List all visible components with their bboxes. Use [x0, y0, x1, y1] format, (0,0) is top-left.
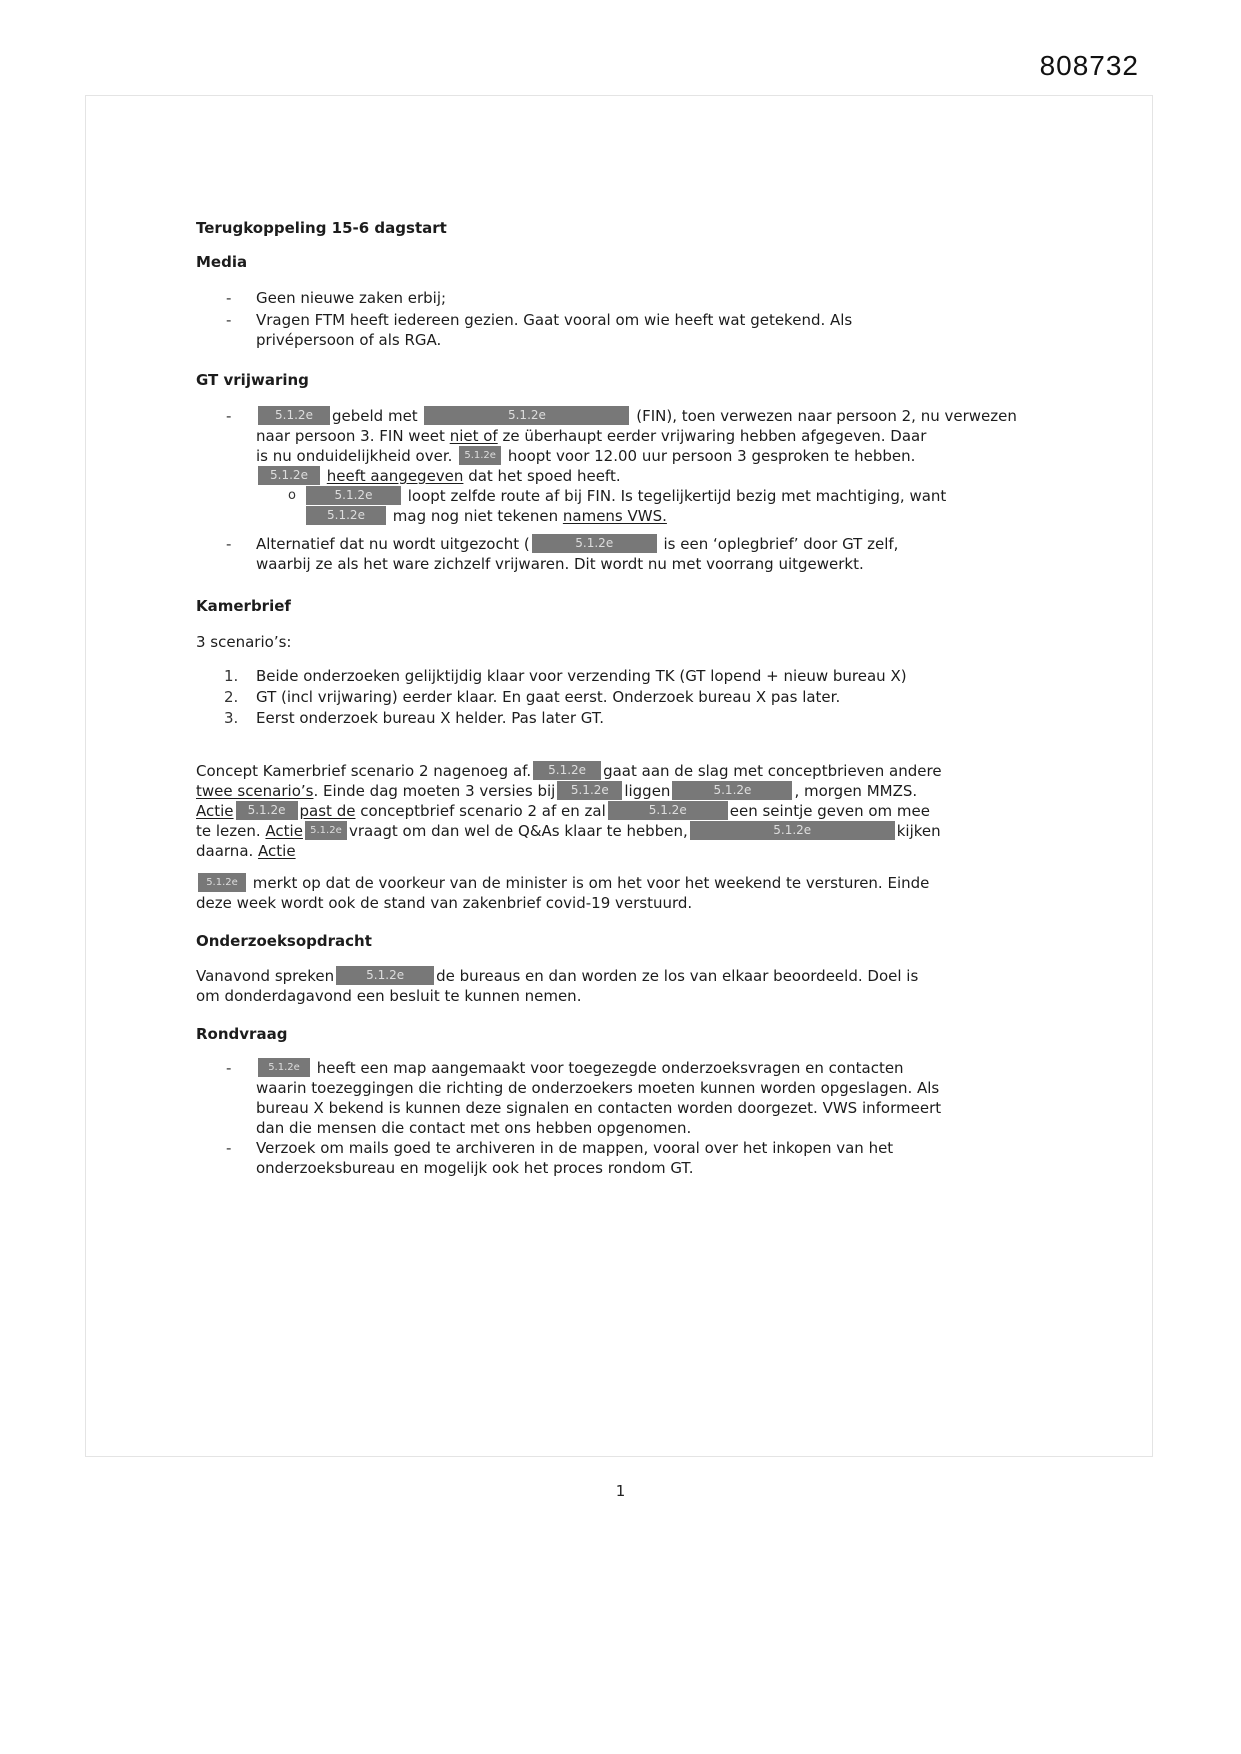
redaction-box: 5.1.2e — [258, 1058, 310, 1077]
text-run: om donderdagavond een besluit te kunnen nemen. — [196, 987, 582, 1005]
bullet-item — [196, 310, 1066, 350]
text-line — [196, 1058, 1066, 1078]
text-run: heeft een map aangemaakt voor toegezegde onderzoeksvragen en contacten — [312, 1059, 904, 1077]
text-run: is nu onduidelijkheid over. — [256, 447, 458, 465]
text-line — [196, 406, 1066, 426]
text-run: waarbij ze als het ware zichzelf vrijwaren. Dit wordt nu met voorrang uitgewerkt. — [256, 555, 864, 573]
text-line — [196, 218, 1066, 238]
redaction-box: 5.1.2e — [672, 781, 792, 800]
document-body — [196, 218, 1066, 1178]
underlined-text-run: Actie — [258, 842, 296, 860]
text-run: Media — [196, 253, 248, 271]
redaction-box: 5.1.2e — [306, 486, 401, 505]
underlined-text-run: past de — [299, 802, 356, 820]
text-run: vraagt om dan wel de Q&As klaar te hebben, — [348, 822, 688, 840]
text-run: Verzoek om mails goed te archiveren in de mappen, vooral over het inkopen van het — [256, 1139, 894, 1157]
numbered-item — [196, 708, 1066, 728]
bullet-marker: - — [226, 311, 232, 329]
text-run: dan die mensen die contact met ons hebben opgenomen. — [256, 1119, 692, 1137]
redaction-box: 5.1.2e — [557, 781, 622, 800]
text-run: dat het spoed heeft. — [463, 467, 621, 485]
text-line — [196, 370, 1066, 390]
text-run: hoopt voor 12.00 uur persoon 3 gesproken te hebben. — [503, 447, 916, 465]
text-run: waarin toezeggingen die richting de onderzoekers moeten kunnen worden opgeslagen. Als — [256, 1079, 940, 1097]
section-heading — [196, 931, 1066, 951]
section-heading — [196, 596, 1066, 616]
redaction-box: 5.1.2e — [608, 801, 728, 820]
text-run: Kamerbrief — [196, 597, 291, 615]
list-number: 3. — [224, 709, 239, 727]
text-run: deze week wordt ook de stand van zakenbrief covid-19 verstuurd. — [196, 894, 693, 912]
text-run: privépersoon of als RGA. — [256, 331, 442, 349]
text-line — [196, 666, 1066, 686]
text-run: naar persoon 3. FIN weet — [256, 427, 450, 445]
text-run: bureau X bekend is kunnen deze signalen en contacten worden doorgezet. VWS informeert — [256, 1099, 942, 1117]
sub-bullet-item — [196, 486, 1066, 526]
numbered-item — [196, 666, 1066, 686]
text-run: Rondvraag — [196, 1025, 288, 1043]
text-run: kijken — [896, 822, 941, 840]
redaction-box: 5.1.2e — [305, 821, 347, 840]
bullet-marker: - — [226, 1139, 232, 1157]
section-heading — [196, 370, 1066, 390]
text-run: (FIN), toen verwezen naar persoon 2, nu verwezen — [631, 407, 1017, 425]
text-line — [196, 1098, 1066, 1118]
text-line — [196, 534, 1066, 554]
redaction-box: 5.1.2e — [258, 406, 330, 425]
text-run: GT (incl vrijwaring) eerder klaar. En gaat eerst. Onderzoek bureau X pas later. — [256, 688, 841, 706]
bullet-marker: - — [226, 407, 232, 425]
redaction-box: 5.1.2e — [690, 821, 895, 840]
text-run: Vragen FTM heeft iedereen gezien. Gaat vooral om wie heeft wat getekend. Als — [256, 311, 853, 329]
list-number: 1. — [224, 667, 239, 685]
text-line — [196, 596, 1066, 616]
text-run: Terugkoppeling 15-6 dagstart — [196, 219, 447, 237]
text-line — [196, 506, 1066, 526]
text-run: liggen — [624, 782, 671, 800]
text-line — [196, 841, 1066, 861]
bullet-item — [196, 534, 1066, 574]
text-line — [196, 288, 1066, 308]
section-heading — [196, 1024, 1066, 1044]
text-run: de bureaus en dan worden ze los van elkaar beoordeeld. Doel is — [436, 967, 919, 985]
text-line — [196, 801, 1066, 821]
page-number: 1 — [615, 1482, 626, 1500]
text-run: Alternatief dat nu wordt uitgezocht ( — [256, 535, 530, 553]
text-run: GT vrijwaring — [196, 371, 309, 389]
text-line — [196, 1158, 1066, 1178]
text-line — [196, 1138, 1066, 1158]
text-line — [196, 1024, 1066, 1044]
text-line — [196, 687, 1066, 707]
underlined-text-run: Actie — [265, 822, 303, 840]
bullet-item — [196, 1138, 1066, 1178]
text-run: Geen nieuwe zaken erbij; — [256, 289, 447, 307]
text-line — [196, 252, 1066, 272]
redaction-box: 5.1.2e — [198, 873, 246, 892]
text-run: Vanavond spreken — [196, 967, 335, 985]
redaction-box: 5.1.2e — [336, 966, 434, 985]
text-run: Beide onderzoeken gelijktijdig klaar voor verzending TK (GT lopend + nieuw bureau X) — [256, 667, 907, 685]
paragraph — [196, 761, 1066, 861]
underlined-text-run: Actie — [196, 802, 234, 820]
document-title — [196, 218, 1066, 238]
text-line — [196, 873, 1066, 893]
paragraph — [196, 966, 1066, 1006]
redaction-box: 5.1.2e — [258, 466, 320, 485]
text-run: een seintje geven om mee — [729, 802, 931, 820]
text-run: , morgen MMZS. — [794, 782, 918, 800]
text-line — [196, 708, 1066, 728]
text-line — [196, 781, 1066, 801]
redaction-box: 5.1.2e — [459, 446, 501, 465]
text-line — [196, 330, 1066, 350]
document-id-number: 808732 — [1039, 50, 1139, 81]
bullet-item — [196, 1058, 1066, 1138]
text-run: 3 scenario’s: — [196, 633, 292, 651]
text-line — [196, 554, 1066, 574]
redaction-box: 5.1.2e — [236, 801, 298, 820]
text-run: Onderzoeksopdracht — [196, 932, 372, 950]
redaction-box: 5.1.2e — [306, 506, 386, 525]
text-run: loopt zelfde route af bij FIN. Is tegelijkertijd bezig met machtiging, want — [403, 487, 947, 505]
bullet-item — [196, 406, 1066, 486]
paragraph — [196, 873, 1066, 913]
text-run: conceptbrief scenario 2 af en zal — [355, 802, 606, 820]
text-run: te lezen. — [196, 822, 266, 840]
text-run: mag nog niet tekenen — [388, 507, 563, 525]
text-line — [196, 446, 1066, 466]
redaction-box: 5.1.2e — [533, 761, 601, 780]
text-line — [196, 466, 1066, 486]
text-line — [196, 486, 1066, 506]
section-heading — [196, 252, 1066, 272]
underlined-text-run: niet of — [449, 427, 498, 445]
redaction-box: 5.1.2e — [424, 406, 629, 425]
redaction-box: 5.1.2e — [532, 534, 657, 553]
text-line — [196, 1078, 1066, 1098]
text-line — [196, 931, 1066, 951]
list-number: 2. — [224, 688, 239, 706]
text-line — [196, 426, 1066, 446]
bullet-marker: - — [226, 289, 232, 307]
text-line — [196, 893, 1066, 913]
paragraph — [196, 632, 1066, 652]
text-run: gebeld met — [332, 407, 423, 425]
text-run: Concept Kamerbrief scenario 2 nagenoeg af. — [196, 762, 532, 780]
text-line — [196, 821, 1066, 841]
text-line — [196, 632, 1066, 652]
text-line — [196, 986, 1066, 1006]
text-line — [196, 761, 1066, 781]
text-run: ze überhaupt eerder vrijwaring hebben afgegeven. Daar — [497, 427, 927, 445]
text-run: daarna. — [196, 842, 259, 860]
bullet-item — [196, 288, 1066, 308]
text-run: . Einde dag moeten 3 versies bij — [313, 782, 556, 800]
text-run: Eerst onderzoek bureau X helder. Pas later GT. — [256, 709, 605, 727]
bullet-marker: - — [226, 535, 232, 553]
bullet-marker: - — [226, 1059, 232, 1077]
text-line — [196, 310, 1066, 330]
text-line — [196, 1118, 1066, 1138]
text-run: onderzoeksbureau en mogelijk ook het proces rondom GT. — [256, 1159, 694, 1177]
underlined-text-run: heeft aangegeven — [326, 467, 464, 485]
text-run: is een ‘oplegbrief’ door GT zelf, — [658, 535, 899, 553]
text-run: gaat aan de slag met conceptbrieven andere — [603, 762, 942, 780]
text-run: merkt op dat de voorkeur van de minister is om het voor het weekend te versturen. Einde — [248, 874, 930, 892]
numbered-item — [196, 687, 1066, 707]
bullet-marker: o — [288, 488, 296, 503]
text-line — [196, 966, 1066, 986]
underlined-text-run: namens VWS. — [562, 507, 667, 525]
underlined-text-run: twee scenario’s — [196, 782, 314, 800]
